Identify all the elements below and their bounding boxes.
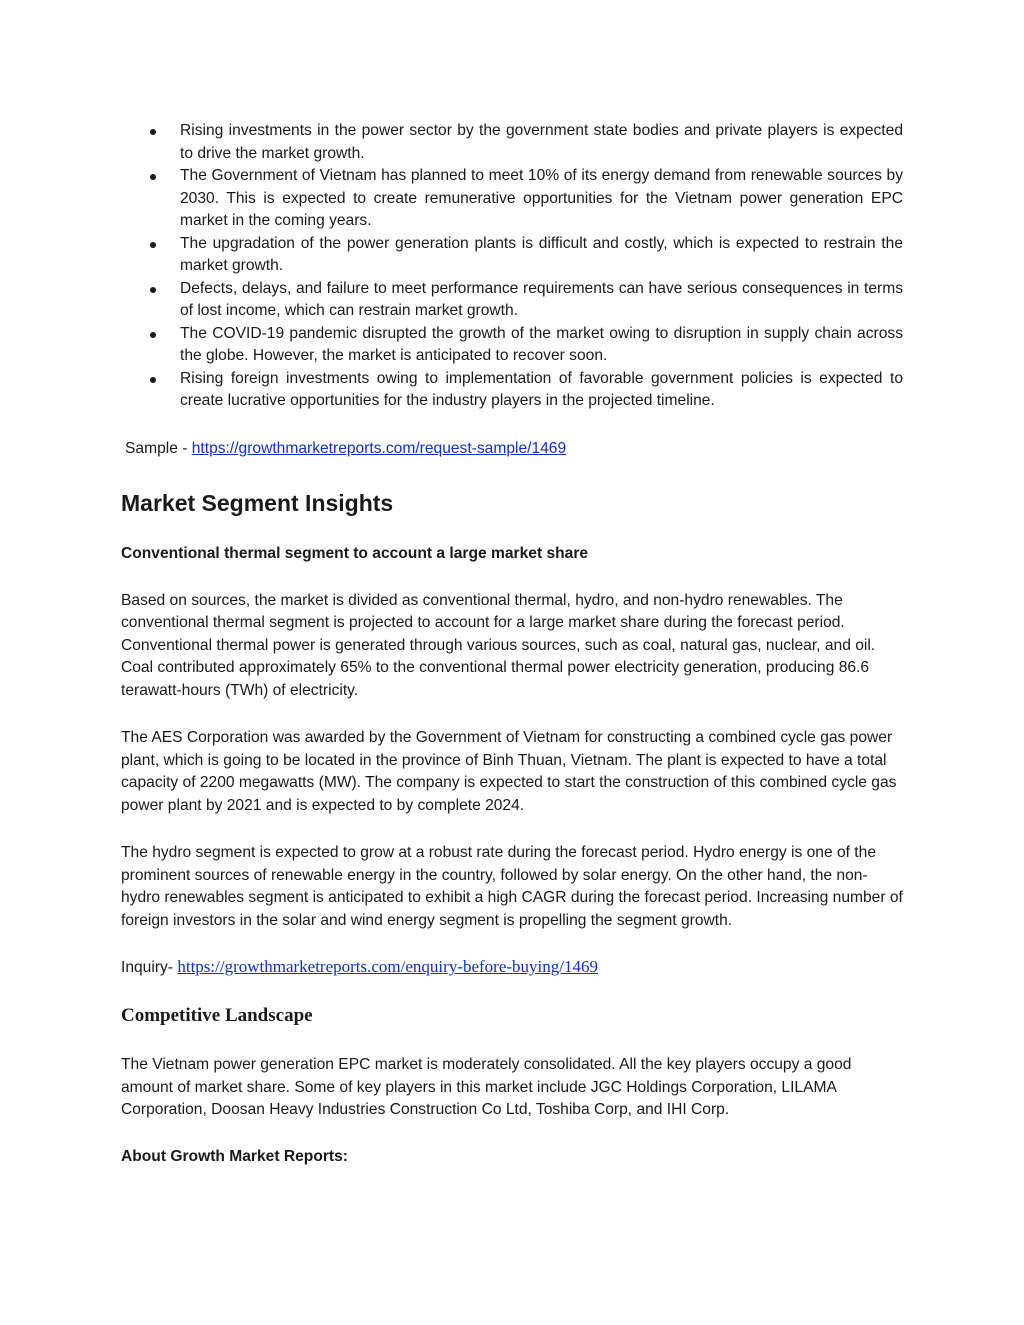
inquiry-line <box>121 956 903 979</box>
bullet-dot-icon <box>150 129 156 135</box>
bullet-item <box>121 233 903 278</box>
bullet-text: The Government of Vietnam has planned to meet 10% of its energy demand from renewable sources by 2030. This is expected to create remunerative opportunities for the Vietnam power generation EPC market in the coming years. <box>180 167 903 229</box>
segment-subheading: Conventional thermal segment to account a large market share <box>121 544 589 562</box>
sample-link[interactable]: https://growthmarketreports.com/request-sample/1469 <box>191 439 567 457</box>
inquiry-label: Inquiry- <box>121 959 178 976</box>
bullet-item <box>121 165 903 233</box>
bullet-text: Rising foreign investments owing to implementation of favorable government policies is expected to create lucrative opportunities for the industry players in the projected timeline. <box>180 369 903 409</box>
bullet-text: Defects, delays, and failure to meet performance requirements can have serious consequences in terms of lost income, which can restrain market growth. <box>180 279 903 319</box>
bullet-dot-icon <box>150 242 156 248</box>
bullet-item <box>121 278 903 323</box>
bullet-item <box>121 323 903 368</box>
segment-paragraph: Based on sources, the market is divided as conventional thermal, hydro, and non-hydro renewables. The conventional thermal segment is projected to account for a large market share during the forecast period. Conventional thermal power is generated through various sources, such as coal, natural gas, nuclear, and oil. Coal contributed approximately 65% to the conventional thermal power electricity generation, producing 86.6 terawatt-hours (TWh) of electricity. <box>121 591 876 699</box>
sample-line <box>121 438 903 460</box>
bullet-item <box>121 368 903 413</box>
bullet-dot-icon <box>150 287 156 293</box>
bullet-text: The upgradation of the power generation plants is difficult and costly, which is expected to restrain the market growth. <box>180 234 903 274</box>
bullet-text: The COVID-19 pandemic disrupted the growth of the market owing to disruption in supply chain across the globe. However, the market is anticipated to recover soon. <box>180 324 903 364</box>
bullet-dot-icon <box>150 377 156 383</box>
about-heading: About Growth Market Reports: <box>121 1147 348 1165</box>
bullet-dot-icon <box>150 174 156 180</box>
competitive-heading: Competitive Landscape <box>121 1005 313 1026</box>
segment-paragraph: The hydro segment is expected to grow at a robust rate during the forecast period. Hydro energy is one of the prominent sources of renewable energy in the country, followed by solar energy. On the other hand, the non-hydro renewables segment is anticipated to exhibit a high CAGR during the forecast period. Increasing number of foreign investors in the solar and wind energy segment is propelling the segment growth. <box>121 844 903 929</box>
bullet-dot-icon <box>150 332 156 338</box>
competitive-paragraph: The Vietnam power generation EPC market is moderately consolidated. All the key players occupy a good amount of market share. Some of key players in this market include JGC Holdings Corporation, LILAMA Corporation, Doosan Heavy Industries Construction Co Ltd, Toshiba Corp, and IHI Corp. <box>121 1056 852 1118</box>
bullet-text: Rising investments in the power sector by the government state bodies and private players is expected to drive the market growth. <box>180 122 903 162</box>
section-heading: Market Segment Insights <box>121 489 394 516</box>
segment-paragraph: The AES Corporation was awarded by the Government of Vietnam for constructing a combined cycle gas power plant, which is going to be located in the province of Binh Thuan, Vietnam. The plant is expected to have a total capacity of 2200 megawatts (MW). The company is expected to start the construction of this combined cycle gas power plant by 2021 and is expected to by complete 2024. <box>121 729 897 814</box>
bullet-item <box>121 120 903 165</box>
sample-label: Sample - <box>125 439 192 457</box>
key-points-list <box>121 120 903 413</box>
inquiry-link[interactable]: https://growthmarketreports.com/enquiry-before-buying/1469 <box>177 957 598 976</box>
document-page <box>121 120 903 1168</box>
